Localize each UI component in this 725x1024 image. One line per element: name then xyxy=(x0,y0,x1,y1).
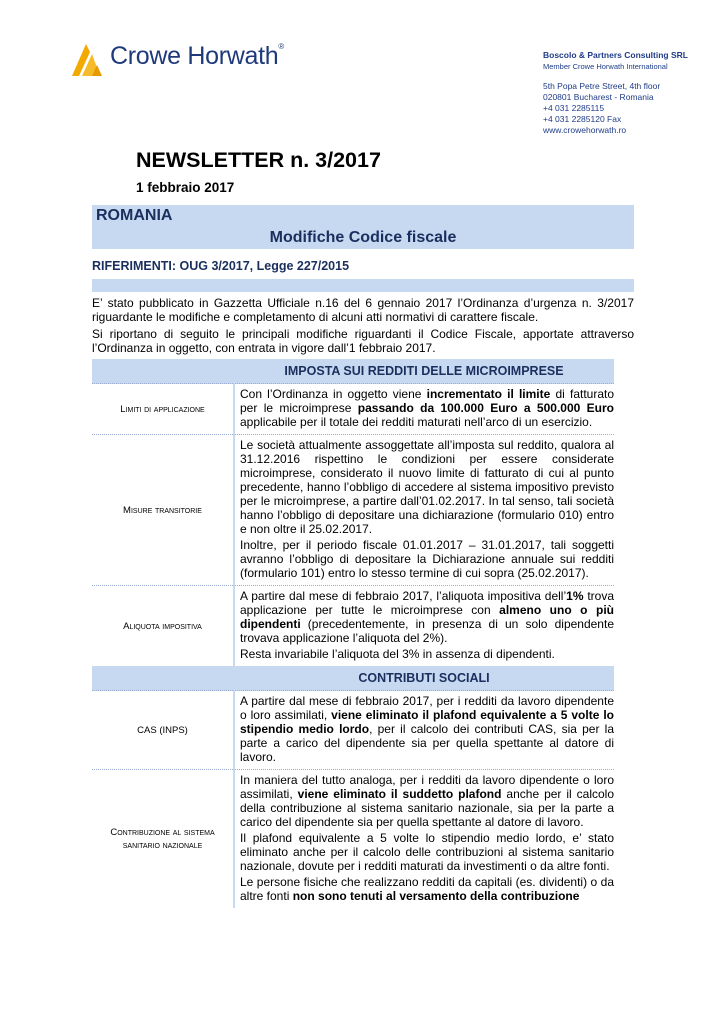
topic-band xyxy=(92,205,634,249)
intro-paragraph-1: E’ stato pubblicato in Gazzetta Ufficiale n.16 del 6 gennaio 2017 l’Ordinanza d’urgenza n. 3/2017 riguardante le modifiche e completamento di alcuni atti normativi di carattere fiscale. xyxy=(92,296,634,324)
table-row xyxy=(92,586,614,667)
table-row xyxy=(92,770,614,909)
row-content: Con l’Ordinanza in oggetto viene incrementato il limite di fatturato per le microimprese passando da 100.000 Euro a 500.000 Euro applicabile per il totale dei redditi maturati nell’arco di un esercizio. xyxy=(234,384,614,435)
row-label: Aliquota impositiva xyxy=(92,586,234,667)
table-row xyxy=(92,384,614,435)
registered-mark: ® xyxy=(278,42,284,51)
newsletter-date: 1 febbraio 2017 xyxy=(136,180,235,195)
changes-table xyxy=(92,359,614,908)
subject-heading: Modifiche Codice fiscale xyxy=(269,229,457,246)
company-website[interactable]: www.crowehorwath.ro xyxy=(543,125,627,135)
divider-band xyxy=(92,279,634,292)
company-name: Boscolo & Partners Consulting SRL xyxy=(543,50,688,60)
section-heading-microimprese: IMPOSTA SUI REDDITI DELLE MICROIMPRESE xyxy=(234,359,614,384)
row-content: Le società attualmente assoggettate all’imposta sul reddito, qualora al 31.12.2016 rispettino le condizioni per essere considerate microimprese, considerato il nuovo limite di fatturato di cui al punto precedente, hanno l’obbligo di accedere al sistema impositivo previsto per le microimprese, a partire dall’01.02.2017. In tal senso, tali società hanno l’obbligo di depositare una dichiarazione (formulario 010) entro e non oltre il 25.02.2017. Inoltre, per il periodo fiscale 01.01.2017 – 31.01.2017, tali soggetti avranno l’obbligo di depositare la Dichiarazione annuale sui redditi (formulario 101) entro lo stesso termine di cui sopra (25.02.2017). xyxy=(234,435,614,586)
references: RIFERIMENTI: OUG 3/2017, Legge 227/2015 xyxy=(92,259,350,273)
section-header-row xyxy=(92,666,614,691)
intro-paragraph-2: Si riportano di seguito le principali modifiche riguardanti il Codice Fiscale, apportate attraverso l’Ordinanza in oggetto, con entrata in vigore dall’1 febbraio 2017. xyxy=(92,327,634,355)
crowe-horwath-logo xyxy=(70,40,290,80)
row-label: Limiti di applicazione xyxy=(92,384,234,435)
row-content: In maniera del tutto analoga, per i redditi da lavoro dipendente o loro assimilati, viene eliminato il suddetto plafond anche per il calcolo della contribuzione al sistema sanitario nazionale, sia per la parte a carico del dipendente sia per quella spettante al datore di lavoro. Il plafond equivalente a 5 volte lo stipendio medio lordo, e’ stato eliminato anche per il calcolo delle contribuzioni al sistema sanitario nazionale, dovute per i redditi maturati da investimenti o da altre fonti. Le persone fisiche che realizzano redditi da capitali (es. dividenti) o da altre fonti non sono tenuti al versamento della contribuzione xyxy=(234,770,614,909)
row-content: A partire dal mese di febbraio 2017, per i redditi da lavoro dipendente o loro assimilati, viene eliminato il plafond equivalente a 5 volte lo stipendio medio lordo, per il calcolo dei contributi CAS, sia per la parte a carico del dipendente sia per quella spettante al datore di lavoro. xyxy=(234,691,614,770)
row-label: Misure transitorie xyxy=(92,435,234,586)
table-row xyxy=(92,691,614,770)
section-heading-contributi: CONTRIBUTI SOCIALI xyxy=(234,666,614,691)
company-address-line2: 020801 Bucharest - Romania xyxy=(543,92,654,102)
intro-text xyxy=(92,296,634,358)
section-header-row xyxy=(92,359,614,384)
company-member: Member Crowe Horwath International xyxy=(543,62,668,71)
row-content: A partire dal mese di febbraio 2017, l’aliquota impositiva dell’1% trova applicazione per tutte le microimprese con almeno uno o più dipendenti (precedentemente, in presenza di un solo dipendente trovava applicazione l’aliquota del 2%). Resta invariabile l’aliquota del 3% in assenza di dipendenti. xyxy=(234,586,614,667)
row-label: CAS (INPS) xyxy=(92,691,234,770)
company-fax: +4 031 2285120 Fax xyxy=(543,114,622,124)
crowe-horwath-logo-icon xyxy=(70,40,110,80)
table-row xyxy=(92,435,614,586)
newsletter-title: NEWSLETTER n. 3/2017 xyxy=(136,148,381,172)
country-heading: ROMANIA xyxy=(96,207,173,224)
company-phone: +4 031 2285115 xyxy=(543,103,605,113)
row-label: Contribuzione al sistema sanitario nazionale xyxy=(92,770,234,909)
logo-text: Crowe Horwath xyxy=(110,42,279,70)
company-info xyxy=(543,50,718,136)
company-address-line1: 5th Popa Petre Street, 4th floor xyxy=(543,81,661,91)
